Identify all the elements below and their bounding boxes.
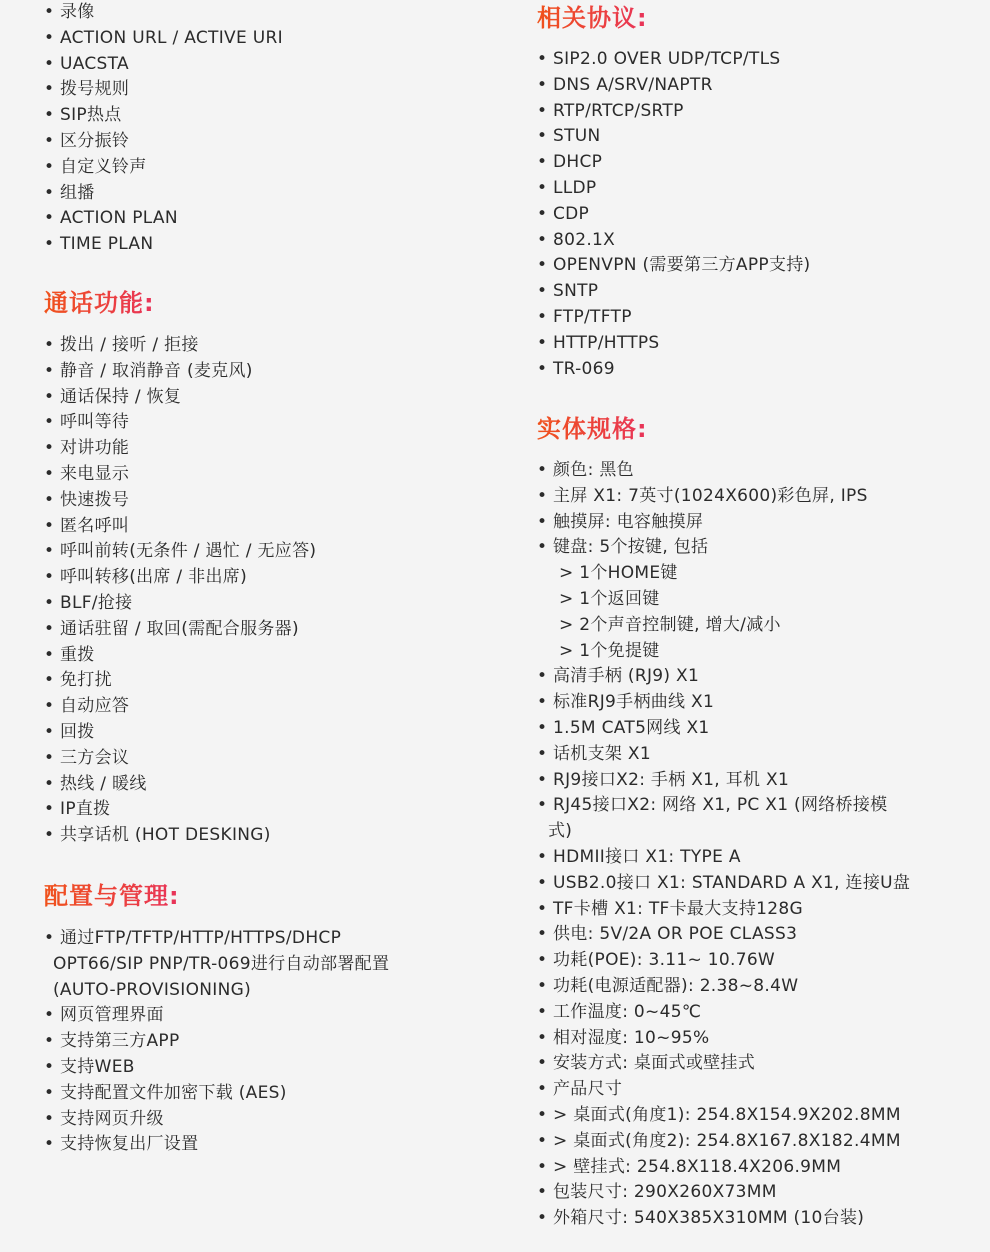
list-item: • DHCP	[537, 150, 811, 176]
list-item: • 三方会议	[44, 746, 316, 772]
list-item: • 包装尺寸: 290X260X73MM	[537, 1180, 910, 1206]
list-item: • HDMII接口 X1: TYPE A	[537, 845, 910, 871]
list-item: • FTP/TFTP	[537, 305, 811, 331]
list-item: • 拨出 / 接听 / 拒接	[44, 333, 316, 359]
list-item: • 来电显示	[44, 462, 316, 488]
list-item: • 相对湿度: 10~95%	[537, 1026, 910, 1052]
list-item: • 自动应答	[44, 694, 316, 720]
list-item: • 静音 / 取消静音 (麦克风)	[44, 359, 316, 385]
list-item: • > 壁挂式: 254.8X118.4X206.9MM	[537, 1155, 910, 1181]
list-item: • 1.5M CAT5网线 X1	[537, 716, 910, 742]
list-item: • UACSTA	[44, 52, 283, 78]
list-item: • 拨号规则	[44, 77, 283, 103]
list-item: • 话机支架 X1	[537, 742, 910, 768]
list-item-continuation: OPT66/SIP PNP/TR-069进行自动部署配置	[53, 953, 390, 974]
list-item: • ACTION PLAN	[44, 206, 283, 232]
list-item: • ACTION URL / ACTIVE URI	[44, 26, 283, 52]
section-title-call-features: 通话功能:	[44, 289, 155, 317]
list-item: • 呼叫等待	[44, 410, 316, 436]
list-item: • RJ9接口X2: 手柄 X1, 耳机 X1	[537, 768, 910, 794]
list-item-continuation: (AUTO-PROVISIONING)	[53, 979, 252, 1000]
list-item: • 供电: 5V/2A OR POE CLASS3	[537, 922, 910, 948]
list-item: • 键盘: 5个按键, 包括	[537, 535, 910, 561]
list-item: • 呼叫转移(出席 / 非出席)	[44, 565, 316, 591]
list-item: • 重拨	[44, 643, 316, 669]
list-item: • 录像	[44, 0, 283, 26]
list-item: • 功耗(电源适配器): 2.38~8.4W	[537, 974, 910, 1000]
sub-list-item: > 1个返回键	[559, 588, 660, 609]
list-item: • OPENVPN (需要第三方APP支持)	[537, 253, 811, 279]
list-item: • 共享话机 (HOT DESKING)	[44, 823, 316, 849]
feature-list-top	[44, 0, 283, 258]
list-item: • 网页管理界面	[44, 1003, 389, 1029]
list-item: • DNS A/SRV/NAPTR	[537, 73, 811, 99]
list-item: • 功耗(POE): 3.11~ 10.76W	[537, 948, 910, 974]
list-item: • TF卡槽 X1: TF卡最大支持128G	[537, 897, 910, 923]
list-item: • RTP/RTCP/SRTP	[537, 99, 811, 125]
physical-specs-list	[537, 458, 910, 1232]
list-item: • 自定义铃声	[44, 155, 283, 181]
list-item: • 呼叫前转(无条件 / 遇忙 / 无应答)	[44, 539, 316, 565]
list-item: • 快速拨号	[44, 488, 316, 514]
sub-list-item: > 1个免提键	[559, 640, 660, 661]
list-item: • 支持恢复出厂设置	[44, 1132, 389, 1158]
list-item: • 产品尺寸	[537, 1077, 910, 1103]
list-item: • 回拨	[44, 720, 316, 746]
list-item: • TR-069	[537, 357, 811, 383]
list-item: • CDP	[537, 202, 811, 228]
list-item: • IP直拨	[44, 797, 316, 823]
list-item: • 触摸屏: 电容触摸屏	[537, 510, 910, 536]
list-item: • 支持配置文件加密下载 (AES)	[44, 1081, 389, 1107]
list-item-continuation: 式)	[548, 821, 573, 842]
list-item: • LLDP	[537, 176, 811, 202]
list-item: • TIME PLAN	[44, 232, 283, 258]
list-item: • > 桌面式(角度1): 254.8X154.9X202.8MM	[537, 1103, 910, 1129]
list-item: • STUN	[537, 124, 811, 150]
list-item: • 通话保持 / 恢复	[44, 385, 316, 411]
list-item: • 通话驻留 / 取回(需配合服务器)	[44, 617, 316, 643]
list-item: • 对讲功能	[44, 436, 316, 462]
list-item: • 802.1X	[537, 228, 811, 254]
list-item: • SIP2.0 OVER UDP/TCP/TLS	[537, 47, 811, 73]
section-title-protocols: 相关协议:	[537, 4, 648, 32]
list-item: • 支持WEB	[44, 1055, 389, 1081]
list-item: • 匿名呼叫	[44, 514, 316, 540]
list-item: • SIP热点	[44, 103, 283, 129]
list-item: • 通过FTP/TFTP/HTTP/HTTPS/DHCP	[44, 926, 389, 952]
list-item: • HTTP/HTTPS	[537, 331, 811, 357]
list-item: • USB2.0接口 X1: STANDARD A X1, 连接U盘	[537, 871, 910, 897]
sub-list-item: > 1个HOME键	[559, 563, 678, 584]
list-item: • 工作温度: 0~45℃	[537, 1000, 910, 1026]
list-item: • 组播	[44, 181, 283, 207]
list-item: • 免打扰	[44, 668, 316, 694]
list-item: • 热线 / 暖线	[44, 772, 316, 798]
list-item: • BLF/抢接	[44, 591, 316, 617]
list-item: • 外箱尺寸: 540X385X310MM (10台装)	[537, 1206, 910, 1232]
list-item: • 颜色: 黑色	[537, 458, 910, 484]
list-item: • 安装方式: 桌面式或壁挂式	[537, 1051, 910, 1077]
list-item: • RJ45接口X2: 网络 X1, PC X1 (网络桥接模	[537, 793, 910, 819]
list-item: • 支持第三方APP	[44, 1029, 389, 1055]
list-item: • 主屏 X1: 7英寸(1024X600)彩色屏, IPS	[537, 484, 910, 510]
list-item: • 区分振铃	[44, 129, 283, 155]
list-item: • SNTP	[537, 279, 811, 305]
call-features-list	[44, 333, 316, 849]
section-title-physical-specs: 实体规格:	[537, 415, 648, 443]
list-item: • > 桌面式(角度2): 254.8X167.8X182.4MM	[537, 1129, 910, 1155]
section-title-config-management: 配置与管理:	[44, 882, 180, 910]
config-management-list	[44, 926, 389, 1158]
protocol-list	[537, 47, 811, 382]
list-item: • 高清手柄 (RJ9) X1	[537, 664, 910, 690]
list-item: • 支持网页升级	[44, 1107, 389, 1133]
list-item: • 标准RJ9手柄曲线 X1	[537, 690, 910, 716]
sub-list-item: > 2个声音控制键, 增大/减小	[559, 614, 781, 635]
